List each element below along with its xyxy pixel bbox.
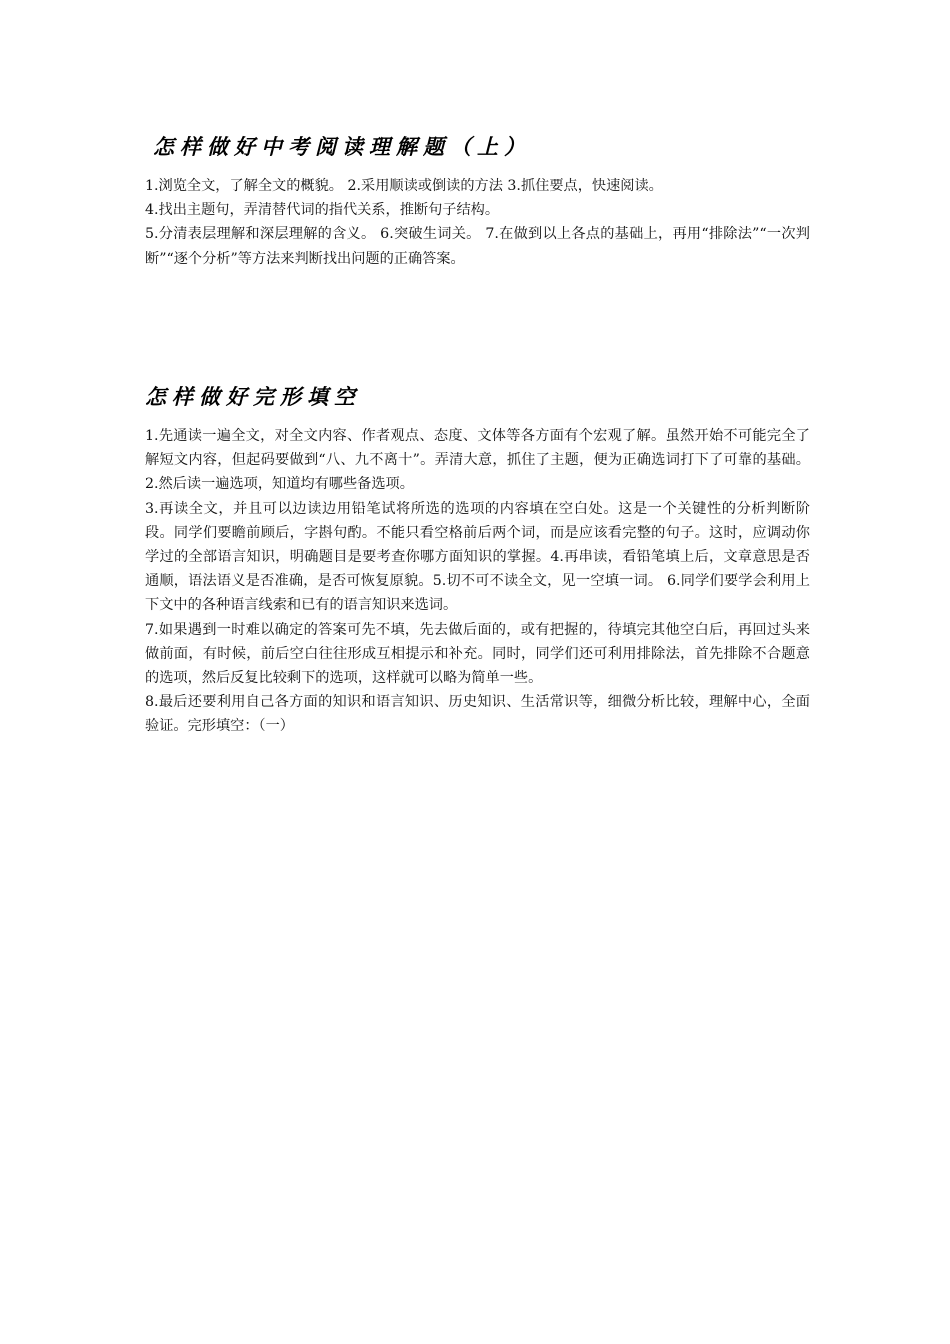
- cloze-test-section: [145, 382, 810, 739]
- cloze-paragraph-2: 3.再读全文，并且可以边读边用铅笔试将所选的选项的内容填在空白处。这是一个关键性的分析判断阶段。同学们要瞻前顾后，字斟句酌。不能只看空格前后两个词，而是应该看完整的句子。这时，应调动你学过的全部语言知识，明确题目是要考查你哪方面知识的掌握。4.再串读，看铅笔填上后，文章意思是否通顺，语法语义是否准确，是否可恢复原貌。5.切不可不读全文，见一空填一词。 6.同学们要学会利用上下文中的各种语言线索和已有的语言知识来选词。: [145, 500, 810, 614]
- tips-paragraph-3: 5.分清表层理解和深层理解的含义。 6.突破生词关。 7.在做到以上各点的基础上，再用“排除法”“一次判断”“逐个分析”等方法来判断找出问题的正确答案。: [145, 226, 810, 267]
- reading-comprehension-heading: 怎样做好中考阅读理解题（上）: [153, 135, 531, 159]
- reading-comprehension-section: [145, 132, 810, 271]
- cloze-test-heading: 怎样做好完形填空: [145, 385, 361, 409]
- cloze-paragraph-4: 8.最后还要利用自己各方面的知识和语言知识、历史知识、生活常识等，细微分析比较，理解中心，全面验证。完形填空：（一）: [145, 694, 810, 735]
- cloze-paragraph-3: 7.如果遇到一时难以确定的答案可先不填，先去做后面的，或有把握的，待填完其他空白后，再回过头来做前面，有时候，前后空白往往形成互相提示和补充。同时，同学们还可利用排除法，首先排除不合题意的选项，然后反复比较剩下的选项，这样就可以略为简单一些。: [145, 621, 810, 687]
- tips-paragraph-2: 4.找出主题句，弄清替代词的指代关系，推断句子结构。: [145, 202, 500, 219]
- cloze-paragraph-1: 1.先通读一遍全文，对全文内容、作者观点、态度、文体等各方面有个宏观了解。虽然开始不可能完全了解短文内容，但起码要做到“八、九不离十”。弄清大意，抓住了主题，便为正确选词打下了可靠的基础。 2.然后读一遍选项，知道均有哪些备选项。: [145, 428, 810, 493]
- tips-paragraph-1: 1.浏览全文，了解全文的概貌。 2.采用顺读或倒读的方法 3.抓住要点，快速阅读。: [145, 178, 663, 194]
